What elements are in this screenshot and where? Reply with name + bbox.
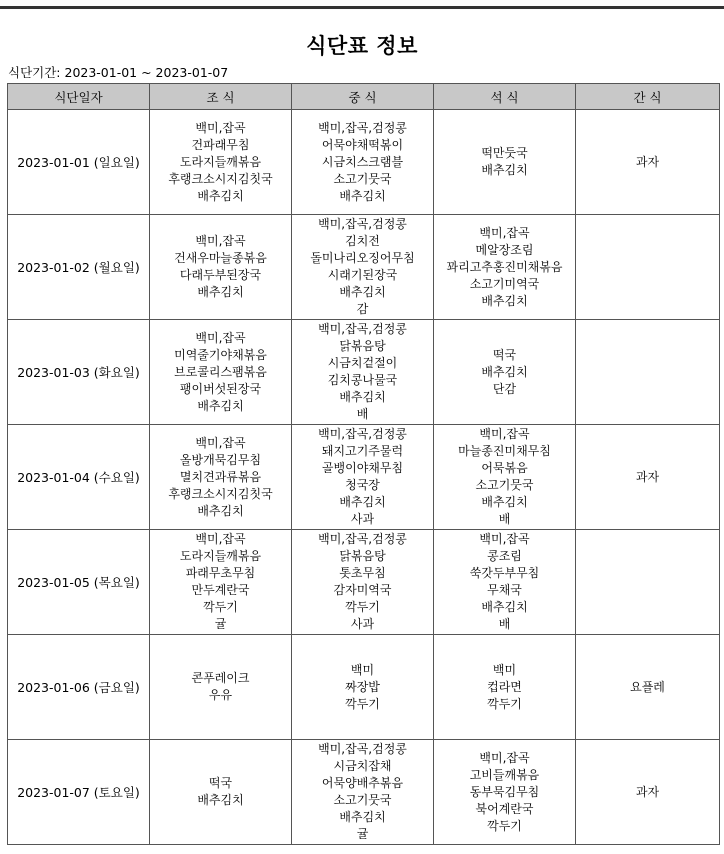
menu-dish: 동부묵김무침 [469, 784, 540, 799]
table-header-row [8, 84, 720, 110]
menu-dish: 어묵볶음 [481, 461, 528, 475]
menu-date-cell: 2023-01-02 (월요일) [8, 215, 150, 320]
menu-dish: 시래기된장국 [327, 268, 398, 282]
menu-dish: 배 [356, 407, 369, 421]
menu-dish: 우유 [208, 688, 233, 702]
menu-dish: 도라지들깨볶음 [179, 154, 262, 169]
menu-dish: 배추김치 [339, 390, 386, 404]
menu-date-cell: 2023-01-05 (목요일) [8, 530, 150, 635]
column-header-date: 식단일자 [8, 84, 150, 110]
menu-dish: 닭볶음탕 [339, 549, 386, 563]
snack-cell [576, 530, 720, 635]
breakfast-cell [150, 110, 292, 215]
menu-dish: 소고기뭇국 [333, 793, 392, 807]
menu-dish: 백미 [492, 662, 517, 677]
menu-dish: 떡국 [492, 347, 517, 362]
menu-dish: 사과 [350, 512, 375, 526]
lunch-cell [292, 530, 434, 635]
menu-dish: 떡만둣국 [481, 146, 528, 160]
lunch-cell [292, 740, 434, 845]
menu-dish: 과자 [635, 784, 660, 799]
menu-dish: 귤 [356, 827, 369, 841]
menu-dish: 떡국 [208, 776, 233, 790]
menu-dish: 감자미역국 [333, 583, 392, 597]
table-row [8, 740, 720, 845]
menu-dish: 어묵양배추볶음 [321, 776, 404, 790]
menu-dish: 배추김치 [339, 188, 386, 203]
snack-cell [576, 635, 720, 740]
menu-dish: 짜장밥 [345, 679, 380, 694]
menu-dish: 무채국 [487, 583, 522, 597]
menu-dish: 귤 [214, 617, 227, 631]
dinner-cell [434, 530, 576, 635]
menu-dish: 청국장 [345, 478, 380, 492]
snack-cell [576, 215, 720, 320]
menu-dish: 돌미나리오징어무침 [310, 251, 415, 265]
menu-dish: 배추김치 [197, 285, 244, 299]
table-row [8, 215, 720, 320]
menu-dish: 돼지고기주물럭 [321, 444, 404, 458]
breakfast-cell [150, 320, 292, 425]
menu-dish: 어묵야채떡볶이 [321, 137, 404, 152]
breakfast-cell [150, 215, 292, 320]
column-header-snack: 간 식 [576, 84, 720, 110]
menu-dish: 시금치잡채 [333, 759, 392, 773]
menu-dish: 백미,잡곡,검정콩 [318, 120, 407, 135]
menu-dish: 배추김치 [197, 398, 244, 413]
menu-dish: 파래무초무침 [185, 566, 256, 580]
menu-dish: 컵라면 [487, 679, 522, 694]
menu-date-cell: 2023-01-06 (금요일) [8, 635, 150, 740]
breakfast-cell [150, 425, 292, 530]
menu-dish: 메알장조림 [475, 242, 534, 257]
menu-dish: 배추김치 [339, 285, 386, 299]
dinner-cell [434, 320, 576, 425]
menu-dish: 소고기뭇국 [475, 478, 534, 492]
menu-dish: 배추김치 [197, 793, 244, 807]
lunch-cell [292, 110, 434, 215]
menu-dish: 백미,잡곡 [479, 532, 530, 546]
menu-dish: 배추김치 [481, 364, 528, 379]
menu-dish: 깍두기 [345, 600, 380, 614]
menu-dish: 배추김치 [197, 188, 244, 203]
table-row [8, 110, 720, 215]
dinner-cell [434, 740, 576, 845]
menu-dish: 시금치스크램블 [321, 154, 404, 169]
lunch-cell [292, 215, 434, 320]
menu-dish: 백미,잡곡,검정콩 [318, 322, 407, 336]
menu-dish: 고비들깨볶음 [469, 767, 540, 782]
menu-dish: 도라지들깨볶음 [179, 549, 262, 563]
menu-dish: 배추김치 [481, 163, 528, 177]
menu-dish: 과자 [635, 469, 660, 484]
menu-dish: 소고기미역국 [469, 276, 540, 291]
breakfast-cell [150, 635, 292, 740]
table-row [8, 635, 720, 740]
menu-period: 식단기간: 2023-01-01 ~ 2023-01-07 [8, 65, 229, 80]
menu-dish: 멸치견과류볶음 [179, 469, 262, 484]
menu-dish: 백미,잡곡 [195, 532, 246, 546]
menu-dish: 과자 [635, 154, 660, 169]
menu-dish: 깍두기 [487, 818, 522, 833]
menu-dish: 단감 [492, 381, 517, 396]
menu-dish: 콩조림 [487, 549, 522, 563]
menu-dish: 마늘종진미채무침 [458, 444, 551, 458]
menu-dish: 백미,잡곡 [195, 435, 246, 450]
menu-dish: 백미,잡곡 [479, 427, 530, 441]
menu-dish: 배추김치 [339, 810, 386, 824]
menu-dish: 백미,잡곡,검정콩 [318, 532, 407, 546]
menu-dish: 골뱅이야채무침 [321, 461, 404, 475]
menu-dish: 후랭크소시지김칫국 [168, 486, 273, 501]
menu-dish: 배추김치 [339, 495, 386, 509]
dinner-cell [434, 215, 576, 320]
menu-date-cell: 2023-01-07 (토요일) [8, 740, 150, 845]
menu-dish: 쑥갓두부무침 [469, 566, 540, 580]
menu-date-cell: 2023-01-03 (화요일) [8, 320, 150, 425]
table-body [8, 110, 720, 845]
table-row [8, 425, 720, 530]
snack-cell [576, 320, 720, 425]
snack-cell [576, 110, 720, 215]
menu-dish: 백미,잡곡 [195, 234, 246, 248]
snack-cell [576, 740, 720, 845]
menu-dish: 시금치겉절이 [327, 356, 398, 370]
column-header-breakfast: 조 식 [150, 84, 292, 110]
lunch-cell [292, 635, 434, 740]
menu-dish: 배추김치 [481, 600, 528, 614]
menu-dish: 콘푸레이크 [191, 671, 250, 685]
menu-dish: 만두계란국 [191, 583, 250, 597]
menu-dish: 소고기뭇국 [333, 171, 392, 186]
lunch-cell [292, 320, 434, 425]
page-title: 식단표 정보 [306, 34, 418, 58]
menu-dish: 배 [498, 617, 511, 631]
menu-dish: 백미,잡곡 [195, 120, 246, 135]
menu-dish: 백미,잡곡,검정콩 [318, 427, 407, 441]
menu-dish: 감 [356, 302, 369, 316]
menu-dish: 사과 [350, 617, 375, 631]
menu-date-cell: 2023-01-04 (수요일) [8, 425, 150, 530]
dinner-cell [434, 110, 576, 215]
column-header-dinner: 석 식 [434, 84, 576, 110]
menu-dish: 톳초무침 [339, 566, 386, 580]
menu-dish: 닭볶음탕 [339, 339, 386, 353]
menu-dish: 브로콜리스팸볶음 [174, 364, 267, 379]
menu-dish: 요플레 [630, 679, 665, 694]
menu-dish: 건새우마늘종볶음 [174, 251, 267, 265]
breakfast-cell [150, 530, 292, 635]
breakfast-cell [150, 740, 292, 845]
table-row [8, 320, 720, 425]
menu-dish: 깍두기 [487, 696, 522, 711]
meal-plan-table [7, 83, 720, 845]
menu-dish: 건파래무침 [191, 137, 250, 152]
menu-dish: 백미,잡곡 [195, 330, 246, 345]
menu-dish: 후랭크소시지김칫국 [168, 171, 273, 186]
menu-dish: 북어계란국 [475, 801, 534, 816]
lunch-cell [292, 425, 434, 530]
menu-dish: 꽈리고추홍진미채볶음 [446, 259, 563, 274]
menu-dish: 다래두부된장국 [179, 268, 262, 282]
menu-dish: 김치콩나물국 [327, 373, 398, 387]
menu-dish: 백미,잡곡 [479, 750, 530, 765]
menu-dish: 백미 [350, 662, 375, 677]
menu-dish: 깍두기 [345, 696, 380, 711]
menu-dish: 깍두기 [203, 600, 238, 614]
menu-dish: 배추김치 [481, 293, 528, 308]
dinner-cell [434, 635, 576, 740]
menu-dish: 백미,잡곡,검정콩 [318, 217, 407, 231]
menu-dish: 올방개묵김무침 [179, 452, 262, 467]
menu-dish: 배추김치 [481, 495, 528, 509]
snack-cell [576, 425, 720, 530]
menu-dish: 배 [498, 512, 511, 526]
top-border-rule [0, 6, 724, 9]
menu-dish: 팽이버섯된장국 [179, 381, 262, 396]
menu-dish: 백미,잡곡,검정콩 [318, 742, 407, 756]
menu-dish: 배추김치 [197, 503, 244, 518]
dinner-cell [434, 425, 576, 530]
menu-date-cell: 2023-01-01 (일요일) [8, 110, 150, 215]
menu-dish: 김치전 [345, 234, 380, 248]
menu-dish: 미역줄기야채볶음 [174, 347, 267, 362]
menu-dish: 백미,잡곡 [479, 225, 530, 240]
table-row [8, 530, 720, 635]
column-header-lunch: 중 식 [292, 84, 434, 110]
